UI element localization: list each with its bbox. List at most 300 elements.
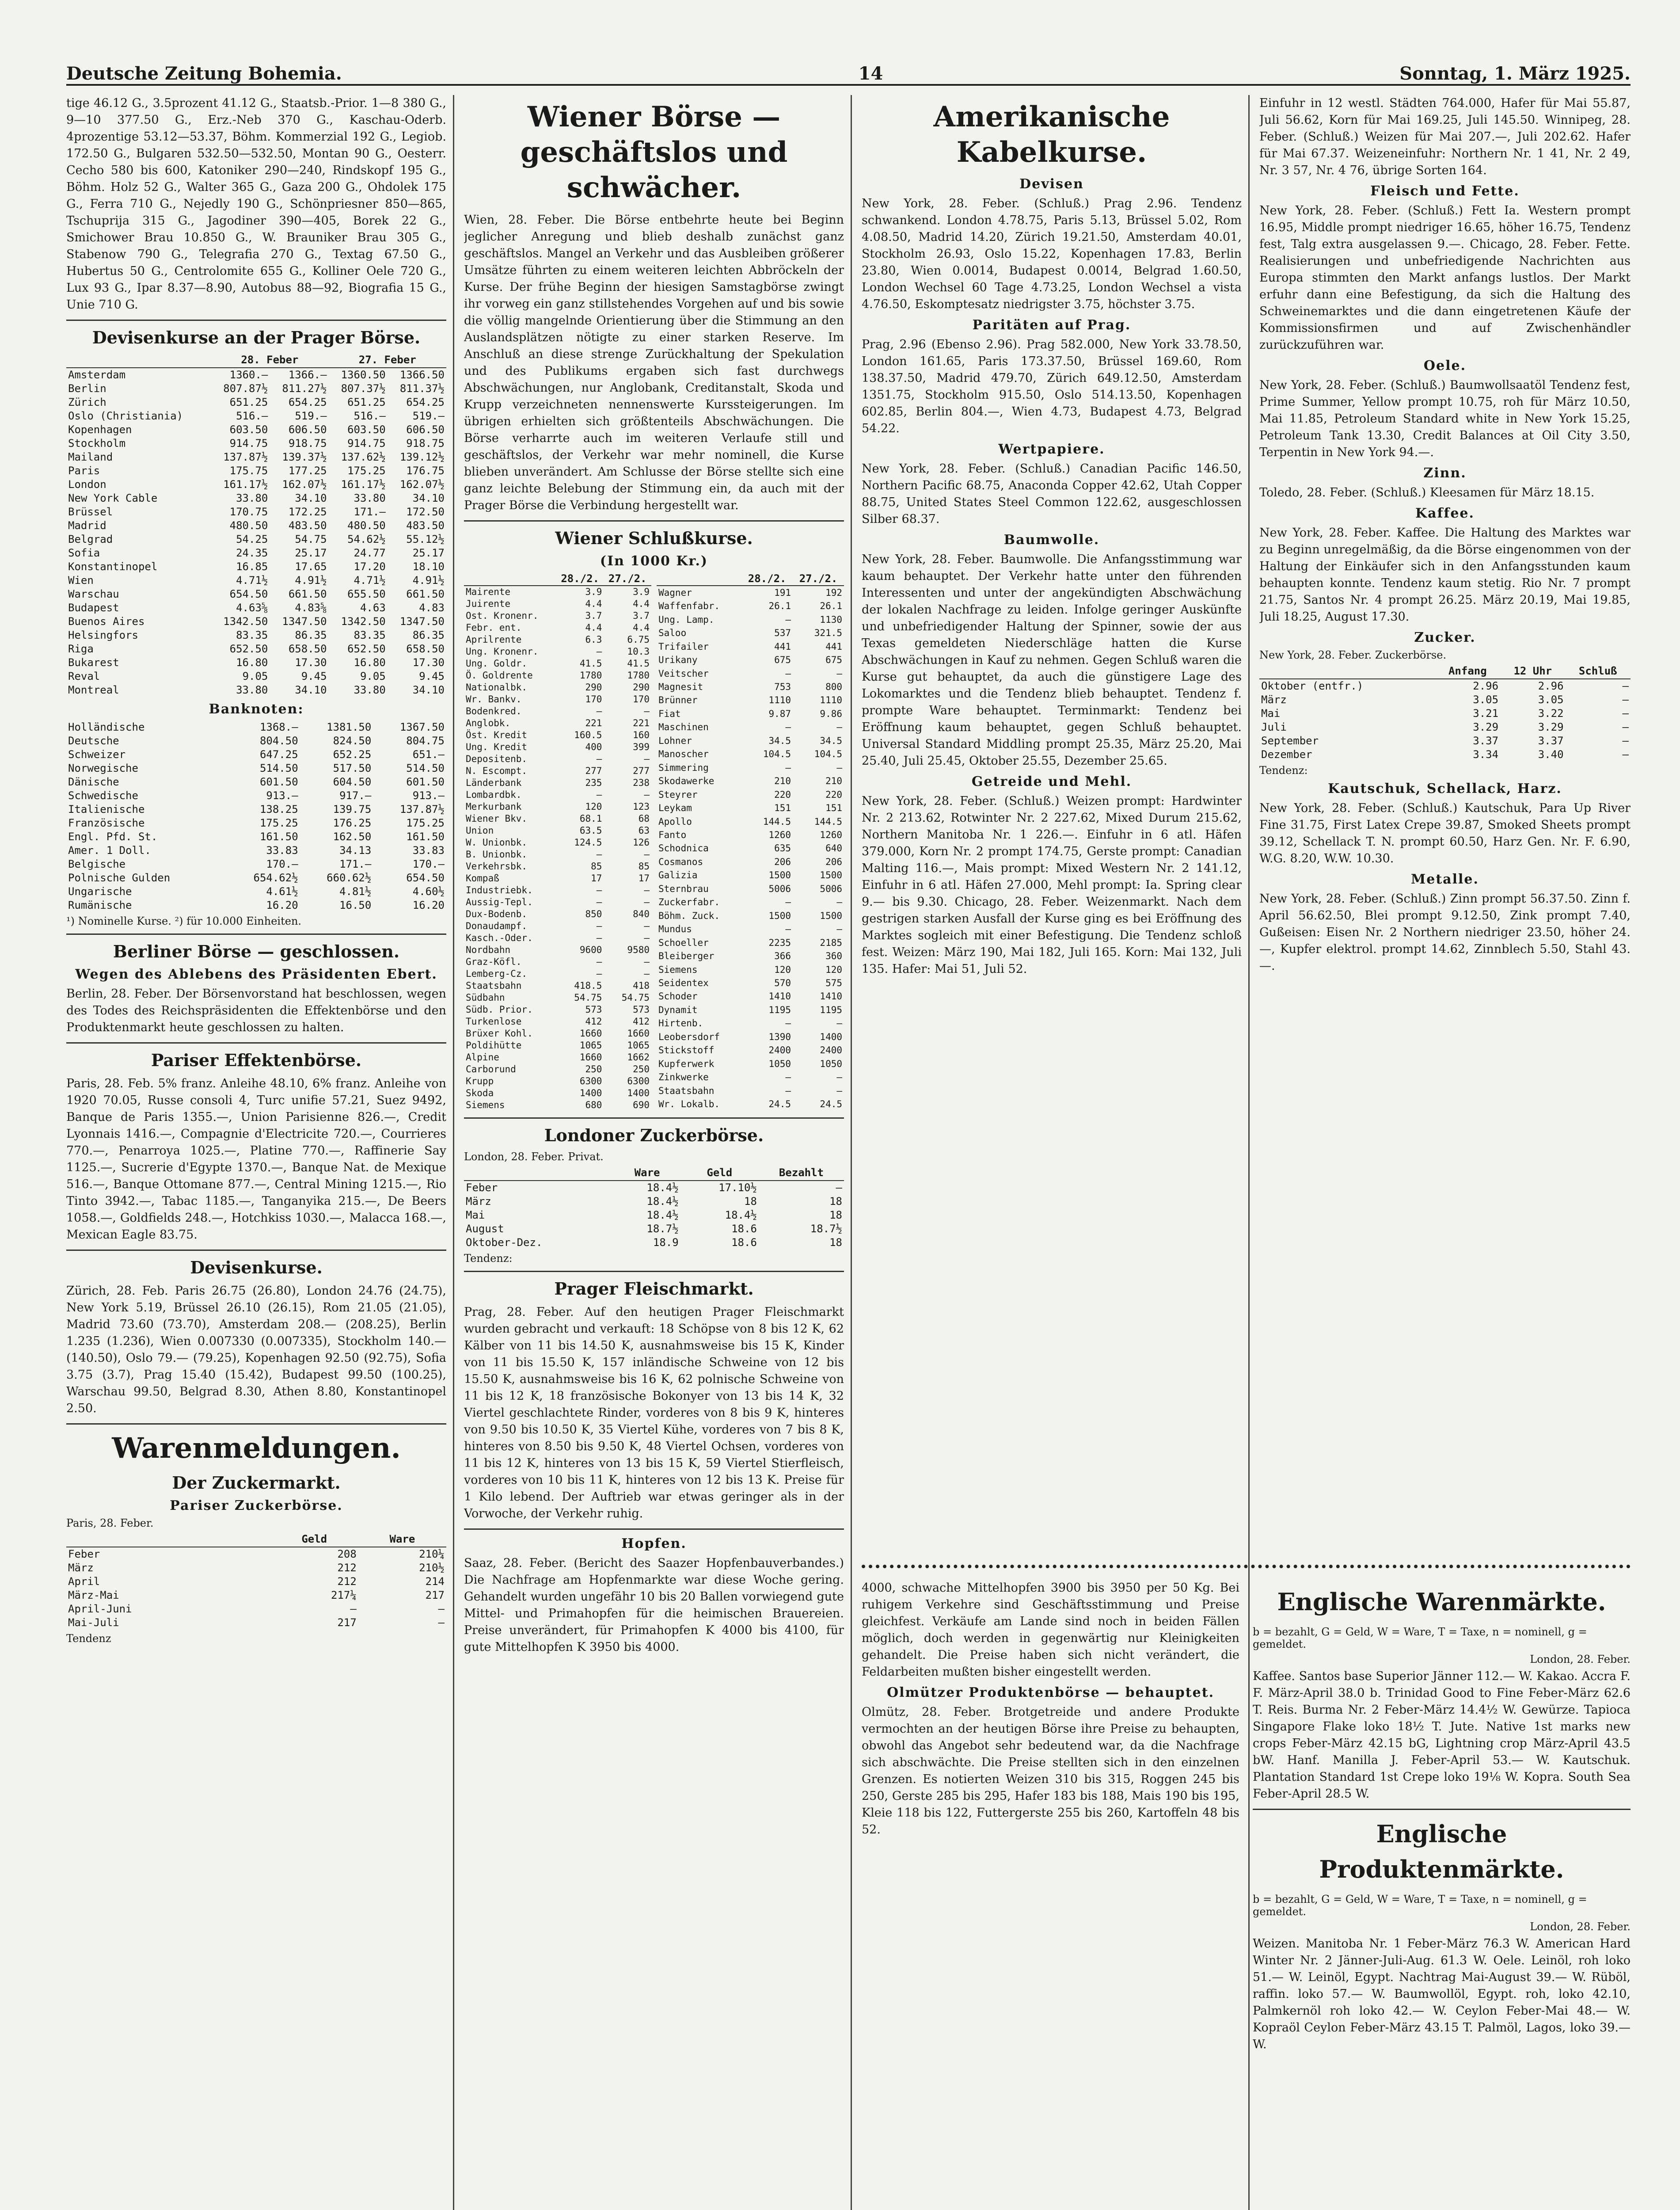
row-value: 4.63⅝ (236, 602, 268, 614)
row-value: 139.75 (333, 803, 372, 815)
fx-row (66, 409, 446, 423)
divider (66, 934, 446, 935)
vc-head: 28./2. (556, 572, 604, 586)
row-value: 139.37½ (282, 451, 327, 463)
london-sugar-table (464, 1166, 844, 1250)
row-label: Länderbank (466, 777, 522, 788)
row-value: 217¼ (331, 1589, 357, 1601)
row-value: 675 (825, 655, 842, 666)
vienna-closing-tables (464, 572, 844, 1111)
banknote-row (66, 762, 446, 775)
row-value: 3.40 (1538, 748, 1564, 761)
row-value: — (785, 897, 791, 908)
row-label: März (466, 1195, 491, 1208)
row-value: 412 (633, 1016, 650, 1027)
securities-text: New York, 28. Feber. (Schluß.) Canadian Pacific 146.50, Northern Pacific 68.75, Anaconda Copper 42.62, Utah Copper 88.75, United States Steel Common 122.62, ausgeschlossen Silber 68.37. (862, 462, 1242, 526)
row-label: Schoeller (658, 937, 709, 948)
row-value: 4.71½ (353, 574, 386, 587)
row-value: 34.5 (820, 735, 842, 746)
stock-row (657, 586, 844, 600)
row-value: 483.50 (406, 519, 445, 532)
row-value: 137.62½ (341, 451, 386, 463)
row-label: Sternbrau (658, 883, 709, 894)
fx-row (66, 642, 446, 656)
row-value: 9600 (579, 945, 602, 955)
stock-row (464, 646, 651, 658)
stock-row (657, 949, 844, 963)
row-label: Staatsbahn (466, 980, 522, 991)
row-label: Fiat (658, 708, 681, 719)
ny-sugar-body (1259, 679, 1631, 762)
zuckermarkt-title: Der Zuckermarkt. (172, 1473, 341, 1493)
row-value: 210 (825, 776, 842, 787)
row-value: 680 (585, 1100, 602, 1110)
row-label: Öst. Kredit (466, 730, 528, 740)
fx-row (66, 423, 446, 437)
stock-row (657, 1030, 844, 1044)
row-value: 16.80 (353, 656, 386, 669)
sugar-row (66, 1547, 446, 1561)
row-value: 811.37½ (399, 382, 445, 395)
english-goods-legend: b = bezahlt, G = Geld, W = Ware, T = Taxe, n = nominell, g = gemeldet. (1253, 1626, 1587, 1650)
row-value: — (785, 1085, 791, 1096)
stock-row (464, 1016, 651, 1028)
row-value: 139.12½ (399, 451, 445, 463)
row-value: — (785, 614, 791, 625)
vienna-closing-sub: (In 1000 Kr.) (600, 553, 708, 569)
row-value: 9.45 (301, 670, 327, 682)
banknote-row (66, 720, 446, 734)
row-value: 654.62½ (253, 872, 298, 884)
sugar-head: Ware (358, 1532, 446, 1547)
row-label: Zinkwerke (658, 1072, 709, 1083)
row-value: 1660 (627, 1028, 650, 1039)
stock-row (657, 828, 844, 842)
row-label: Ung. Kronenr. (466, 646, 539, 657)
sugar-row (464, 1195, 844, 1208)
row-value: 651.— (412, 748, 445, 761)
row-value: 24.77 (353, 547, 386, 559)
row-label: Veitscher (658, 668, 709, 679)
row-value: 138.25 (259, 803, 298, 815)
row-value: 24.5 (768, 1099, 791, 1110)
row-value: 4.4 (585, 598, 602, 609)
fx-table (66, 353, 446, 697)
row-value: 1410 (768, 991, 791, 1002)
row-value: 603.50 (347, 423, 386, 436)
row-value: 514.50 (259, 762, 298, 774)
row-value: 162.50 (333, 831, 372, 843)
fx-row (66, 368, 446, 382)
row-value: 250 (585, 1064, 602, 1075)
row-value: 1400 (820, 1031, 842, 1042)
stock-row (464, 1063, 651, 1075)
row-label: Febr. ent. (466, 622, 522, 633)
banknote-row (66, 734, 446, 748)
row-label: Zürich (68, 396, 106, 408)
issue-date: Sonntag, 1. März 1925. (1399, 63, 1631, 84)
row-value: — (644, 789, 650, 800)
coffee-title: Kaffee. (1415, 506, 1475, 521)
row-label: Polnische Gulden (68, 872, 171, 884)
row-value: 2.96 (1473, 680, 1499, 692)
row-value: 144.5 (763, 816, 791, 827)
row-label: März (1261, 693, 1287, 706)
row-value: — (596, 706, 602, 716)
row-value: 18.6 (731, 1223, 757, 1235)
row-value: — (596, 885, 602, 895)
stock-row (657, 694, 844, 707)
row-label: Carborund (466, 1064, 516, 1075)
row-value: 4.4 (585, 622, 602, 633)
row-value: 658.50 (288, 643, 327, 655)
row-value: 601.50 (406, 776, 445, 788)
row-value: 54.75 (295, 533, 327, 545)
prague-stocks-text: tige 46.12 G., 3.5prozent 41.12 G., Staatsb.-Prior. 1—8 380 G., 9—10 377.50 G., Erz.-Neb 370 G., Kaschau-Oderb. 4prozentige 53.12—53.37, Böhm. Kommerzial 192 G., Legiob. 172.50 G., Bulgaren 532.50—532.50, Montan 90 G., Oesterr. Cecho 580 bis 600, Katoniker 290—240, Rindskopf 195 G., Böhm. Holz 52 G., Walter 365 G., Gaza 200 G., Ohdolek 175 G., Ferra 710 G., Nejedly 190 G., Schönpriesner 850—865, Tschuprija 315 G., Jagodiner 390—405, Borek 22 G., Smichower Brau 10.850 G., W. Brauniker Brau 305 G., Stabenow 790 G., Telegrafia 270 G., Textag 67.50 G., Hubertus 50 G., Centrolomite 655 G., Kolliner Oele 720 G., Lux 93 G., Ipar 8.37—8.90, Autobus 88—92, Biografia 15 G., Unie 710 G. (66, 96, 446, 312)
row-label: Merkurbank (466, 801, 522, 812)
stock-row (657, 815, 844, 828)
row-value: 4.63 (360, 602, 386, 614)
row-value: 83.35 (353, 629, 386, 641)
column-4 (1259, 95, 1631, 975)
stock-row (464, 1052, 651, 1063)
stock-row (464, 968, 651, 980)
row-value: 4.71½ (236, 574, 268, 587)
row-value: 161.17½ (341, 478, 386, 491)
row-label: Hirtenb. (658, 1018, 703, 1029)
row-value: — (596, 956, 602, 967)
meat-fats-text: New York, 28. Feber. (Schluß.) Fett Ia. Western prompt 16.95, Middle prompt niedriger 16.65, höher 16.75, Tendenz fest, Talg extra ausgelassen 9.—. Chicago, 28. Feber. Fette. Realisierungen und unbefriedigende Nachrichten aus Europa stimmten den Markt anfangs lustlos. Der Markt erfuhr dann eine Befestigung, da sich die Haltung des Schweinemarktes und die dann eingetretenen Käufe der Kommissionsfirmen und auf Zwischenhändler zurückzuführen war. (1259, 204, 1631, 352)
row-label: Mai (466, 1209, 485, 1221)
row-value: 807.87½ (223, 382, 268, 395)
berlin-subtitle: Wegen des Ablebens des Präsidenten Ebert. (75, 967, 437, 982)
stock-row (464, 825, 651, 837)
stock-row (464, 789, 651, 801)
row-value: 1662 (627, 1052, 650, 1063)
row-value: 603.50 (229, 423, 268, 436)
row-value: 516.— (236, 410, 268, 422)
vienna-closing-right (657, 572, 844, 1111)
row-value: 170.75 (229, 506, 268, 518)
row-value: 658.50 (406, 643, 445, 655)
row-value: 18.7½ (646, 1223, 679, 1235)
row-label: Dänische (68, 776, 119, 788)
row-value: — (644, 706, 650, 716)
row-value: 675 (774, 655, 791, 666)
row-value: 4.4 (633, 622, 650, 633)
row-value: — (836, 924, 842, 935)
fx-row (66, 382, 446, 396)
row-value: 3.29 (1473, 721, 1499, 733)
row-label: Ung. Goldr. (466, 658, 528, 669)
row-value: 26.1 (820, 601, 842, 612)
row-value: 41.5 (579, 658, 602, 669)
row-value: 537 (774, 628, 791, 639)
row-label: Deutsche (68, 735, 119, 747)
english-goods-title: Englische Warenmärkte. (1277, 1588, 1606, 1616)
row-label: Kompaß (466, 873, 499, 884)
stock-row (464, 1099, 651, 1111)
row-value: — (836, 762, 842, 773)
row-label: Cosmanos (658, 856, 703, 867)
row-value: 914.75 (229, 437, 268, 450)
row-label: Apollo (658, 816, 692, 827)
row-label: Lombardbk. (466, 789, 522, 800)
row-label: B. Unionbk. (466, 849, 528, 860)
row-value: 217 (425, 1589, 445, 1601)
sugar-row (464, 1236, 844, 1250)
stock-row (464, 944, 651, 956)
row-value: 24.35 (236, 547, 268, 559)
row-value: 238 (633, 777, 650, 788)
stock-row (464, 801, 651, 813)
row-value: 83.35 (236, 629, 268, 641)
row-label: Industriebk. (466, 885, 533, 895)
sugar-row (1259, 707, 1631, 720)
row-value: 161.50 (406, 831, 445, 843)
row-value: 68 (638, 813, 650, 824)
stock-row (464, 932, 651, 944)
stock-row (657, 963, 844, 976)
row-value: 63.5 (579, 825, 602, 836)
fx-table-body (66, 368, 446, 697)
metals-title: Metalle. (1411, 872, 1479, 887)
stock-row (464, 777, 651, 789)
row-value: 10.3 (627, 646, 650, 657)
fx-row (66, 587, 446, 601)
row-value: 24.5 (820, 1099, 842, 1110)
column-2 (464, 95, 844, 1656)
row-value: 514.50 (406, 762, 445, 774)
berlin-text: Berlin, 28. Feber. Der Börsenvorstand hat beschlossen, wegen des Todes des Reichspräsidenten die Effektenbörse und den Produktenmarkt heute geschlossen zu halten. (66, 987, 446, 1034)
row-value: — (785, 762, 791, 773)
row-value: 3.9 (585, 587, 602, 597)
nys-head: 12 Uhr (1500, 664, 1565, 679)
row-label: Fanto (658, 830, 687, 840)
coffee-text: New York, 28. Feber. Kaffee. Die Haltung des Marktes war zu Beginn unregelmäßig, da die Börse eingenommen von der Haltung der Einkäufer sich in den Anfangsstunden kaum behaupten konnte. Tendenz kaum stetig. Rio Nr. 7 prompt 21.75, Santos Nr. 4 prompt 26.25. März 20.19, Mai 19.85, Juli 18.25, August 17.30. (1259, 526, 1631, 624)
row-value: 18.4½ (725, 1209, 757, 1221)
row-value: 17.20 (353, 560, 386, 573)
row-value: — (1622, 735, 1629, 747)
divider (66, 320, 446, 321)
row-label: Donaudampf. (466, 921, 528, 931)
row-value: 34.10 (295, 684, 327, 696)
stock-row (657, 1071, 844, 1084)
stock-row (464, 682, 651, 693)
row-value: 517.50 (333, 762, 372, 774)
row-label: Sofia (68, 547, 100, 559)
row-value: — (785, 722, 791, 733)
row-label: Depositenb. (466, 754, 528, 764)
row-label: Belgische (68, 858, 126, 870)
row-value: — (785, 1018, 791, 1029)
fx-row (66, 478, 446, 492)
row-value: — (596, 789, 602, 800)
row-value: 217 (337, 1616, 357, 1629)
sugar-row (66, 1602, 446, 1616)
row-value: 277 (585, 766, 602, 776)
paris-sugar-body (66, 1547, 446, 1630)
fx-row (66, 505, 446, 519)
grain-continued-text: Einfuhr in 12 westl. Städten 764.000, Hafer für Mai 55.87, Juli 56.62, Korn für Mai 169.25, Juli 145.50. Winnipeg, 28. Feber. (Schluß.) Weizen für Mai 207.—, Juli 202.62. Hafer für Mai 67.37. Weizeneinfuhr: Northern Nr. 1 41, Nr. 2 49, Nr. 3 57, Nr. 4 76, übrige Sorten 164. (1259, 96, 1631, 177)
row-label: New York Cable (68, 492, 158, 504)
row-label: Madrid (68, 519, 106, 532)
sugar-head-blank (66, 1532, 270, 1547)
row-value: 170.— (266, 858, 298, 870)
fx-prague-title: Devisenkurse an der Prager Börse. (92, 328, 421, 347)
row-value: 1780 (579, 670, 602, 681)
row-label: Montreal (68, 684, 119, 696)
row-value: 917.— (339, 789, 372, 802)
row-value: — (596, 933, 602, 943)
banknote-row (66, 885, 446, 899)
row-label: Engl. Pfd. St. (68, 831, 158, 843)
banknote-row (66, 899, 446, 912)
row-value: 1195 (768, 1004, 791, 1015)
paris-text: Paris, 28. Feb. 5% franz. Anleihe 48.10, 6% franz. Anleihe von 1920 70.05, Russe consoli 4, Turc unifie 57.21, Suez 9492, Banque de Paris 1355.—, Union Parisienne 826.—, Credit Lyonnais 1416.—, Compagnie d'Electricite 720.—, Courrieres 770.—, Penarroya 1025.—, Platine 770.—, Raffinerie Say 1125.—, Sucrerie d'Egypte 1370.—, Banque Nat. de Mexique 516.—, Banque Ottomane 877.—, Central Mining 1215.—, Rio Tinto 3942.—, Tabac 1185.—, Tanganyika 215.—, De Beers 1058.—, Goldfields 248.—, Hotchkiss 1030.—, Malacca 168.—, Mexican Eagle 83.75. (66, 1077, 446, 1242)
row-value: 162.07½ (399, 478, 445, 491)
row-value: 1065 (627, 1040, 650, 1051)
london-sugar-place: London, 28. Feber. Privat. (464, 1151, 604, 1163)
row-value: 913.— (266, 789, 298, 802)
banknote-row (66, 871, 446, 885)
stock-row (657, 855, 844, 869)
nys-head: Anfang (1435, 664, 1500, 679)
stock-row (657, 626, 844, 640)
sugar-row (1259, 679, 1631, 693)
stock-row (464, 622, 651, 634)
row-value: 137.87½ (223, 451, 268, 463)
devisen-subtitle: Devisen (1019, 176, 1084, 192)
row-value: 104.5 (763, 749, 791, 760)
row-label: September (1261, 735, 1319, 747)
row-label: Wagner (658, 587, 692, 598)
row-value: 25.17 (295, 547, 327, 559)
row-value: 250 (633, 1064, 650, 1075)
english-produce-text: Weizen. Manitoba Nr. 1 Feber-März 76.3 W. American Hard Winter Nr. 2 Jänner-Juli-Aug. 61.3 W. Oele. Leinöl, roh loko 51.— W. Leinöl, Egypt. Nachtrag Mai-August 39.— W. Rüböl, raffin. loko 57.— W. Baumwollöl, Egypt. roh, loko 42.10, Palmkernöl roh loko 42.— W. Ceylon Feber-Mai 48.— W. Kopraöl Ceylon Feber-März 43.15 T. Palmöl, Lagos, loko 39.— W. (1253, 1937, 1631, 2051)
row-value: 2400 (768, 1045, 791, 1056)
lower-left (862, 1580, 1239, 2053)
row-value: 1360.— (229, 369, 268, 381)
divider (464, 1271, 844, 1272)
row-value: 1400 (579, 1088, 602, 1098)
row-label: Nordbahn (466, 945, 511, 955)
row-value: 9.05 (242, 670, 268, 682)
row-value: 17.65 (295, 560, 327, 573)
row-value: 519.— (295, 410, 327, 422)
ls-head: Geld (680, 1166, 759, 1181)
paris-sugar-place: Paris, 28. Feber. (66, 1517, 154, 1529)
nys-blank (1259, 664, 1435, 679)
row-value: 172.25 (288, 506, 327, 518)
row-value: 172.50 (406, 506, 445, 518)
fx-row (66, 492, 446, 505)
ls-head: Bezahlt (759, 1166, 844, 1181)
banknote-row (66, 789, 446, 803)
row-value: 170.— (412, 858, 445, 870)
row-label: Skoda (466, 1088, 494, 1098)
row-value: 4.4 (633, 598, 650, 609)
row-value: 3.22 (1538, 707, 1564, 720)
row-value: 161.50 (259, 831, 298, 843)
row-value: 18.4½ (646, 1209, 679, 1221)
row-value: — (785, 924, 791, 935)
stock-row (657, 680, 844, 693)
row-label: Stockholm (68, 437, 126, 450)
vienna-closing-title: Wiener Schlußkurse. (555, 528, 753, 548)
stock-row (657, 1057, 844, 1071)
row-label: Paris (68, 465, 100, 477)
row-value: 175.25 (406, 817, 445, 829)
row-value: 1342.50 (223, 615, 268, 628)
paris-title: Pariser Effektenbörse. (151, 1050, 362, 1070)
stock-row (464, 729, 651, 741)
row-value: 18.4½ (646, 1181, 679, 1194)
row-value: 214 (425, 1575, 445, 1588)
row-value: 33.80 (236, 492, 268, 504)
row-label: Bukarest (68, 656, 119, 669)
row-value: — (1622, 748, 1629, 761)
row-value: 516.— (353, 410, 386, 422)
row-value: 1500 (820, 870, 842, 881)
divider (464, 1117, 844, 1119)
stock-row (657, 774, 844, 788)
paris-sugar-subtitle: Pariser Zuckerbörse. (170, 1498, 343, 1513)
english-goods-text: Kaffee. Santos base Superior Jänner 112.— W. Kakao. Accra F. F. März-April 38.0 b. Trinidad Good to Fine Feber-März 62.6 T. Reis. Burma Nr. 2 Feber-März 14.4½ W. Gewürze. Tapioca Singapore Flake loko 18½ T. Jute. Native 1st marks new crops Feber-März 42.15 bG, Lightning crop März-April 43.5 bW. Hanf. Manilla J. Feber-April 53.— W. Kautschuk. Plantation Standard 1st Crepe loko 19⅛ W. Kopra. South Sea Feber-April 28.5 W. (1253, 1669, 1631, 1801)
row-value: 1500 (768, 910, 791, 921)
fx-row (66, 656, 446, 670)
row-value: — (1622, 707, 1629, 720)
row-label: Waffenfabr. (658, 601, 720, 612)
fx-row (66, 670, 446, 683)
row-value: — (596, 646, 602, 657)
row-value: 18.7½ (810, 1223, 842, 1235)
row-label: Budapest (68, 602, 119, 614)
row-label: Bodenkred. (466, 706, 522, 716)
row-value: 235 (585, 777, 602, 788)
row-value: 160.5 (574, 730, 602, 740)
row-value: 4.61½ (266, 885, 298, 898)
page-header (66, 53, 1631, 86)
row-label: Holländische (68, 721, 145, 733)
row-value: 824.50 (333, 735, 372, 747)
stock-row (464, 837, 651, 849)
column-rule (851, 95, 852, 2210)
grain-title: Getreide und Mehl. (971, 774, 1132, 789)
stock-row (464, 861, 651, 873)
stock-row (464, 980, 651, 992)
row-value: 34.10 (412, 684, 445, 696)
row-value: 800 (825, 682, 842, 693)
row-value: 1500 (768, 870, 791, 881)
row-label: Mailand (68, 451, 113, 463)
row-value: 221 (633, 718, 650, 728)
row-value: 418.5 (574, 980, 602, 991)
dotted-divider (862, 1565, 1631, 1575)
row-value: 1065 (579, 1040, 602, 1051)
row-label: Lemberg-Cz. (466, 968, 528, 979)
row-value: 171.— (353, 506, 386, 518)
row-value: 3.7 (585, 610, 602, 621)
row-value: 16.50 (339, 899, 372, 911)
fx-row (66, 546, 446, 560)
row-value: 85 (638, 861, 650, 872)
row-label: Dux-Bodenb. (466, 909, 528, 919)
row-value: 33.80 (236, 684, 268, 696)
row-value: 137.87½ (399, 803, 445, 815)
row-value: 18.10 (412, 560, 445, 573)
row-value: 220 (825, 789, 842, 800)
